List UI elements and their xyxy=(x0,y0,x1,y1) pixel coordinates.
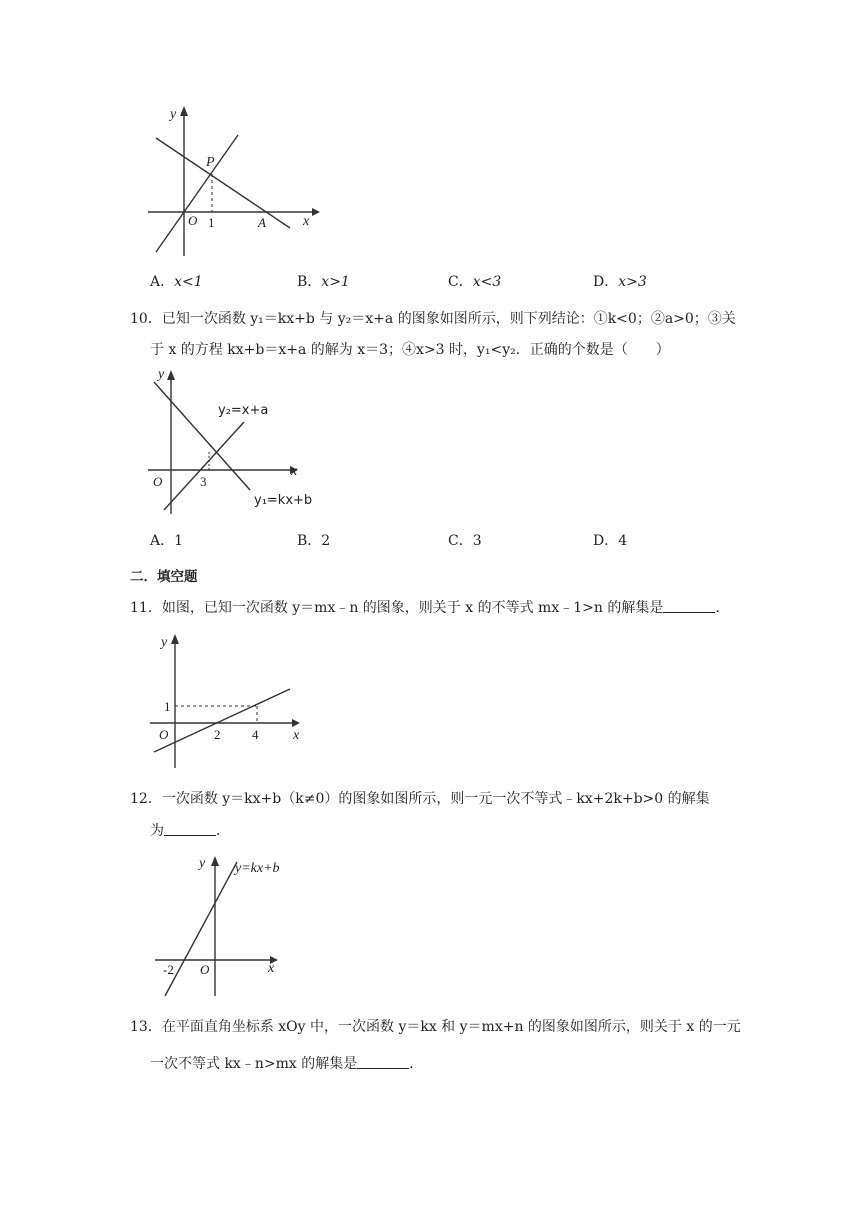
q13-text-end: ． xyxy=(409,1056,424,1072)
q11-text-end: ． xyxy=(715,600,730,616)
section-heading-fill-blank: 二．填空题 xyxy=(130,569,198,585)
q12-text-end: ． xyxy=(216,823,230,839)
q13-text-line2-body: 一次不等式 kx﹣n>mx 的解集是 xyxy=(150,1056,358,1072)
q10-y2-label: y₂=x+a xyxy=(218,403,269,418)
q12-text-line1: 12．一次函数 y＝kx+b（k≠0）的图象如图所示，则一元一次不等式﹣kx+2k+b>0 的解集 xyxy=(130,791,710,807)
q9-line-increasing xyxy=(156,135,238,252)
q9-one-label: 1 xyxy=(208,215,215,230)
q10-text-line2: 于 x 的方程 kx+b＝x+a 的解为 x＝3；④x>3 时，y₁<y₂．正确的个数是（ ） xyxy=(150,342,670,358)
q12-graph xyxy=(145,848,305,1000)
q11-text-body: 11．如图，已知一次函数 y＝mx﹣n 的图象，则关于 x 的不等式 mx﹣1>n 的解集是 xyxy=(130,600,664,616)
q9-p-label: P xyxy=(206,155,215,170)
q9-x-arrow xyxy=(312,208,320,216)
q12-o-label: O xyxy=(200,962,210,977)
q10-three-label: 3 xyxy=(200,474,207,489)
q12-x-label: x xyxy=(268,961,275,976)
q11-two-label: 2 xyxy=(214,727,221,742)
q11-graph xyxy=(140,628,320,778)
q9-x-label: x xyxy=(303,214,310,229)
q12-y-label: y xyxy=(199,856,206,871)
q9-y-arrow xyxy=(180,106,188,116)
q11-x-label: x xyxy=(293,728,300,743)
q9-line-decreasing xyxy=(156,138,290,228)
q10-x-label: x xyxy=(291,464,298,479)
q13-text-line2 xyxy=(150,1053,423,1073)
q9-o-label: O xyxy=(188,213,198,228)
q12-answer-blank[interactable] xyxy=(164,823,216,836)
q10-option-d: D．4 xyxy=(593,533,628,549)
q11-one-label: 1 xyxy=(164,699,171,714)
q10-graph xyxy=(140,362,350,522)
q11-y-label: y xyxy=(161,635,168,650)
q9-graph xyxy=(140,100,340,260)
q12-neg2-label: -2 xyxy=(163,962,174,977)
q12-line-label: y=kx+b xyxy=(235,861,280,876)
q11-o-label: O xyxy=(159,727,169,742)
q10-line-y2 xyxy=(164,422,244,510)
q10-option-a: A．1 xyxy=(150,533,184,549)
q10-text-line1: 10．已知一次函数 y₁＝kx+b 与 y₂＝x+a 的图象如图所示，则下列结论：①k<0；②a>0；③关 xyxy=(130,311,736,327)
q12-y-arrow xyxy=(211,856,219,866)
q9-option-d: D．x>3 xyxy=(593,274,647,290)
q9-a-label: A xyxy=(258,215,266,230)
q11-four-label: 4 xyxy=(252,727,259,742)
q9-option-a: A．x<1 xyxy=(150,274,203,290)
q13-text-line1: 13．在平面直角坐标系 xOy 中，一次函数 y＝kx 和 y＝mx+n 的图象如图所示，则关于 x 的一元 xyxy=(130,1019,741,1035)
q11-y-arrow xyxy=(171,634,179,644)
q9-y-label: y xyxy=(170,107,177,122)
q9-option-b: B．x>1 xyxy=(297,274,350,290)
q12-text-line2 xyxy=(150,820,230,840)
q12-text-line2-body: 为 xyxy=(150,823,164,839)
q10-y-label: y xyxy=(158,367,165,382)
q10-option-b: B．2 xyxy=(297,533,331,549)
q9-option-c: C．x<3 xyxy=(448,274,502,290)
q11-answer-blank[interactable] xyxy=(663,600,715,613)
q10-y1-label: y₁=kx+b xyxy=(254,493,313,508)
q13-answer-blank[interactable] xyxy=(357,1056,409,1069)
q11-x-arrow xyxy=(292,719,300,727)
q11-text xyxy=(130,597,729,617)
q10-o-label: O xyxy=(153,474,163,489)
q10-y-arrow xyxy=(167,370,175,380)
q10-option-c: C．3 xyxy=(448,533,482,549)
